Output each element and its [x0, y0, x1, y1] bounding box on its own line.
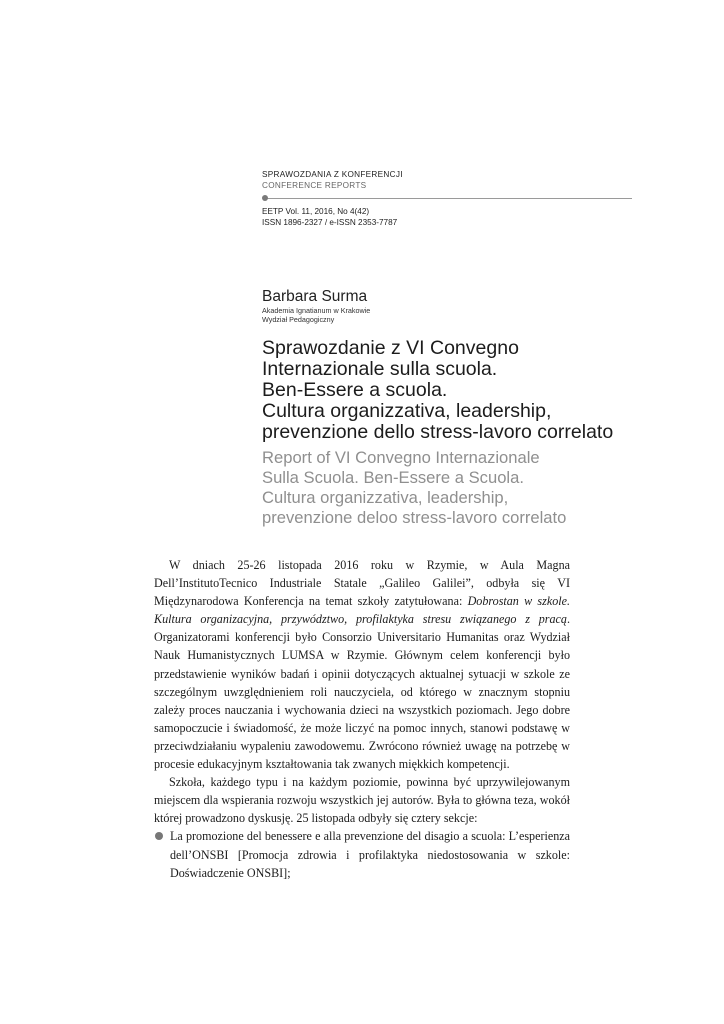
body-paragraph: Szkoła, każdego typu i na każdym poziomie, powinna być uprzywilejowanym miejscem dla wspierania rozwoju wszystkich jej autorów. Była to główna teza, wokół której prowadzono dyskusję. 25 listopada odbyły się cztery sekcje:: [154, 775, 570, 826]
title-en-line: Cultura organizzativa, leadership,: [262, 488, 509, 507]
header-rule: [262, 193, 632, 203]
author-affiliation-institution: Akademia Ignatianum w Krakowie: [262, 306, 371, 315]
title-polish: [262, 338, 652, 443]
list-item-text: La promozione del benessere e alla prevenzione del disagio a scuola: L’esperienza dell’ONSBI [Promocja zdrowia i profilaktyka niedostosowania w szkole: Doświadczenie ONSBI];: [170, 829, 570, 880]
section-label-pl: SPRAWOZDANIA Z KONFERENCJI: [262, 170, 403, 179]
title-pl-line: Ben-Essere a scuola.: [262, 379, 448, 401]
conference-title-polish: Dobrostan w szkole. Kultura organizacyjna, przywództwo, profilaktyka stresu związanego z pracą: [154, 594, 570, 627]
title-english: [262, 448, 652, 528]
author-affiliation-faculty: Wydział Pedagogiczny: [262, 315, 335, 324]
title-en-line: Report of VI Convegno Internazionale: [262, 448, 540, 467]
journal-volume: EETP Vol. 11, 2016, No 4(42): [262, 207, 370, 216]
journal-issn: ISSN 1896-2327 / e-ISSN 2353-7787: [262, 218, 398, 227]
journal-header: [262, 169, 632, 228]
paragraph-text: W dniach 25-26 listopada 2016 roku w Rzymie, w Aula Magna Dell’InstitutoTecnico Industriale Statale „Galileo Galilei”, odbyła się VI Międzynarodowa Konferencja na temat szkoły zatytułowana:: [154, 558, 570, 609]
article-body: [154, 556, 570, 882]
title-pl-line: Internazionale sulla scuola.: [262, 358, 498, 380]
body-paragraph: [154, 556, 570, 773]
bullet-dot-icon: [262, 195, 268, 201]
title-pl-line: Cultura organizzativa, leadership,: [262, 400, 552, 422]
article-title-block: [262, 338, 652, 528]
bullet-icon: [155, 832, 163, 840]
title-en-line: Sulla Scuola. Ben-Essere a Scuola.: [262, 468, 524, 487]
title-en-line: prevenzione deloo stress-lavoro correlato: [262, 508, 567, 527]
section-label-en: CONFERENCE REPORTS: [262, 181, 367, 190]
author-block: [262, 288, 622, 324]
author-name: Barbara Surma: [262, 288, 368, 305]
list-item: [154, 827, 570, 881]
title-pl-line: Sprawozdanie z VI Convegno: [262, 337, 519, 359]
paragraph-text: . Organizatorami konferencji było Consorzio Universitario Humanitas oraz Wydział Nauk Humanistycznych LUMSA w Rzymie. Głównym celem konferencji było przedstawienie wyników badań i opinii dotyczących aktualnej sytuacji w szkole ze szczególnym uwzględnieniem roli nauczyciela, od którego w znacznym stopniu zależy proces nauczania i wychowania dzieci na wszystkich poziomach. Jego dobre samopoczucie i świadomość, że może liczyć na pomoc innych, stanowi podstawę w przeciwdziałaniu wypaleniu zawodowemu. Zwrócono również uwagę na potrzebę w procesie edukacyjnym kształtowania tak zwanych miękkich kompetencji.: [154, 612, 570, 772]
rule-line: [266, 198, 632, 199]
title-pl-line: prevenzione dello stress-lavoro correlato: [262, 421, 614, 443]
